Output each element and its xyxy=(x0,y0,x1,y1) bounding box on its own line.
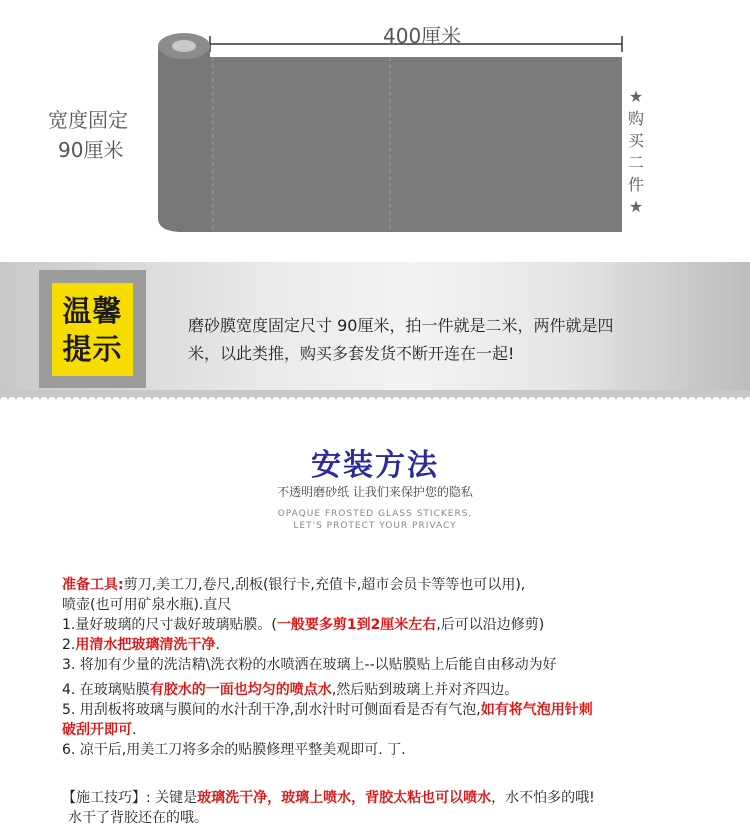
prep-tools xyxy=(62,575,732,595)
side-note-char: 购 xyxy=(627,109,644,128)
prep-tools-2: 喷壶(也可用矿泉水瓶).直尺 xyxy=(62,597,232,613)
step-3: 3. 将加有少量的洗洁精\洗衣粉的水喷洒在玻璃上--以贴膜贴上后能自由移动为好 xyxy=(62,657,557,673)
step-2 xyxy=(62,635,732,655)
install-subtitle: 不透明磨砂纸 让我们来保护您的隐私 xyxy=(277,485,473,499)
tips-after: ，水不怕多的哦! xyxy=(491,790,595,806)
step-2-end: . xyxy=(215,637,220,653)
step-5-text: 5. 用刮板将玻璃与膜间的水汁刮干净,刮水汁时可侧面看是否有气泡, xyxy=(62,702,481,718)
step-1-text-end: ,后可以沿边修剪) xyxy=(436,617,545,633)
prep-label: 准备工具: xyxy=(62,577,124,593)
side-note-char: 件 xyxy=(627,175,644,194)
star-icon: ★ xyxy=(628,87,644,106)
tips-highlight: 玻璃洗干净，玻璃上喷水，背胶太粘也可以喷水 xyxy=(197,790,492,806)
tips-line1 xyxy=(62,788,732,808)
step-5-highlight-2: 破刮开即可 xyxy=(62,722,132,738)
step-5 xyxy=(62,700,732,720)
step-6: 6. 凉干后,用美工刀将多余的贴膜修理平整美观即可. 丁. xyxy=(62,742,406,758)
step-4-text: 4. 在玻璃贴膜 xyxy=(62,682,150,698)
tips-label: 【施工技巧】: 关键是 xyxy=(62,790,198,806)
install-english-subtitle-2: LET'S PROTECT YOUR PRIVACY xyxy=(293,521,457,531)
install-english-subtitle-1: OPAQUE FROSTED GLASS STICKERS, xyxy=(277,509,473,519)
tips-line2: 水干了背胶还在的哦。 xyxy=(68,810,208,826)
prep-text: 剪刀,美工刀,卷尺,刮板(银行卡,充值卡,超市会员卡等等也可以用), xyxy=(123,577,526,593)
step-5-end: . xyxy=(132,722,137,738)
step-5-highlight: 如有将气泡用针刺 xyxy=(480,702,593,718)
tip-badge-line1: 温馨 xyxy=(62,293,123,328)
step-1-highlight: 一般要多剪1到2厘米左右 xyxy=(276,617,437,633)
star-icon: ★ xyxy=(628,197,644,216)
step-4 xyxy=(62,680,732,700)
install-steps xyxy=(62,575,732,760)
construction-tips xyxy=(62,788,732,828)
roll-diagram xyxy=(0,0,750,245)
step-2-highlight: 用清水把玻璃清洗干净 xyxy=(75,637,216,653)
step-4-highlight: 有胶水的一面也均匀的喷点水 xyxy=(149,682,332,698)
step-2-num: 2. xyxy=(62,637,76,653)
scallop-divider xyxy=(0,392,750,406)
side-note xyxy=(626,86,646,218)
width-label-line1: 宽度固定 xyxy=(48,108,128,132)
length-dimension-label: 400厘米 xyxy=(383,24,462,48)
tip-badge-line2: 提示 xyxy=(62,331,123,366)
side-note-char: 二 xyxy=(627,153,644,172)
install-title: 安装方法 xyxy=(311,448,439,483)
step-4-text-end: ,然后贴到玻璃上并对齐四边。 xyxy=(331,682,519,698)
tip-text: 磨砂膜宽度固定尺寸 90厘米，拍一件就是二米，两件就是四米，以此类推，购买多套发货不断开连在一起! xyxy=(188,316,614,363)
width-label-line2: 90厘米 xyxy=(58,138,124,162)
step-1-text: 1.量好玻璃的尺寸裁好玻璃贴膜。( xyxy=(62,617,277,633)
step-1 xyxy=(62,615,732,635)
side-note-char: 买 xyxy=(627,131,644,150)
tip-badge xyxy=(52,283,133,376)
step-5-cont xyxy=(62,720,732,740)
